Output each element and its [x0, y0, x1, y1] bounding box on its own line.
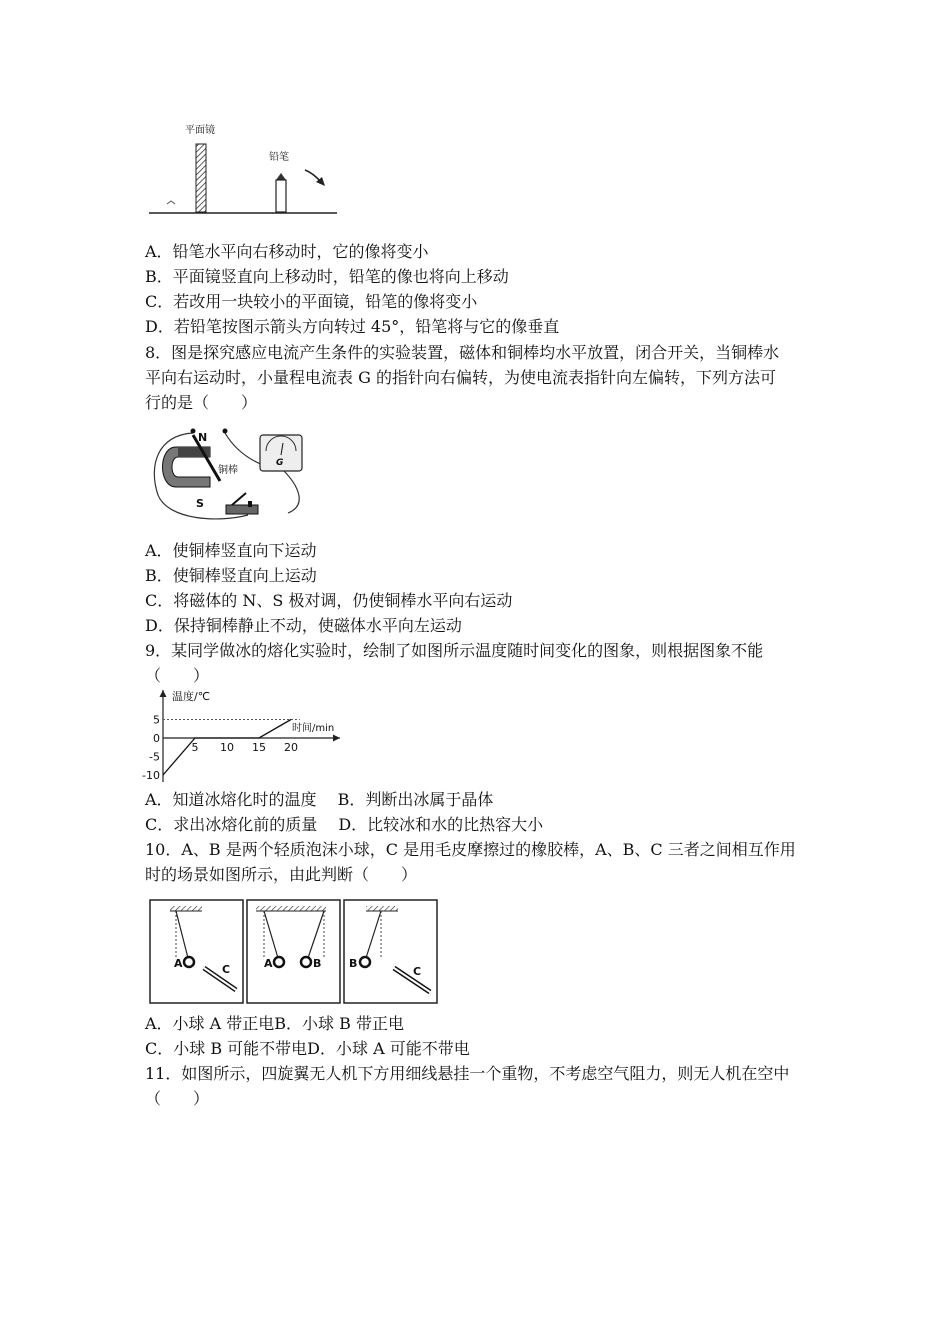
- rotation-arrow-icon: [305, 170, 325, 186]
- q8-option-a: A．使铜棒竖直向下运动: [145, 541, 317, 560]
- panel-2: [247, 900, 340, 1003]
- ball-a: [274, 957, 284, 967]
- y-tick-label: -5: [149, 750, 160, 764]
- magnet-s-label: S: [196, 497, 204, 510]
- q7-option-b: B．平面镜竖直向上移动时，铅笔的像也将向上移动: [145, 267, 509, 286]
- pencil-label: 铅笔: [269, 152, 289, 163]
- ball-b: [360, 957, 370, 967]
- q10-stem-line-2: 时的场景如图所示，由此判断（ ）: [145, 865, 418, 884]
- rod-c-label: C: [222, 963, 231, 976]
- plane-mirror: [196, 144, 206, 212]
- q8-stem-line-3: 行的是（ ）: [145, 393, 258, 412]
- y-tick-label: 5: [153, 713, 160, 727]
- q9-temperature-chart: [140, 686, 350, 786]
- q7-mirror-figure: [145, 118, 345, 218]
- q9-options-row-2: C．求出冰熔化前的质量 D．比较冰和水的比热容大小: [145, 815, 544, 834]
- meter-g-label: G: [276, 458, 284, 468]
- switch: [226, 493, 258, 514]
- pencil: [276, 173, 286, 212]
- x-axis-label: 时间/min: [292, 723, 335, 734]
- q10-stem-line-1: 10．A、B 是两个轻质泡沫小球，C 是用毛皮摩擦过的橡胶棒，A、B、C 三者之间相互作用: [145, 840, 796, 859]
- q10-options-row-1: A．小球 A 带正电B．小球 B 带正电: [145, 1014, 404, 1033]
- q7-option-c: C．若改用一块较小的平面镜，铅笔的像将变小: [145, 292, 478, 311]
- ball-b: [301, 957, 311, 967]
- ball-a-label: A: [174, 957, 183, 970]
- magnet-n-label: N: [198, 431, 208, 444]
- q8-induction-figure: [148, 425, 313, 528]
- q10-options-row-2: C．小球 B 可能不带电D．小球 A 可能不带电: [145, 1039, 470, 1058]
- mirror-label: 平面镜: [185, 125, 215, 136]
- y-axis-label: 温度/℃: [172, 690, 211, 703]
- q9-options-row-1: A．知道冰熔化时的温度 B．判断出冰属于晶体: [145, 790, 494, 809]
- q8-option-d: D．保持铜棒静止不动，使磁体水平向左运动: [145, 616, 462, 635]
- ball-b-label: B: [313, 957, 322, 970]
- x-tick-label: 5: [191, 741, 199, 754]
- q8-option-b: B．使铜棒竖直向上运动: [145, 566, 317, 585]
- q11-stem-line-1: 11．如图所示，四旋翼无人机下方用细线悬挂一个重物，不考虑空气阻力，则无人机在空中: [145, 1064, 790, 1083]
- q8-stem-line-2: 平向右运动时，小量程电流表 G 的指针向右偏转，为使电流表指针向左偏转，下列方法可: [145, 368, 776, 387]
- rod-c-label: C: [413, 965, 422, 978]
- panel-1: [150, 900, 243, 1003]
- ball-b-label: B: [349, 957, 358, 970]
- panel-3: [344, 900, 437, 1003]
- q8-stem-line-1: 8．图是探究感应电流产生条件的实验装置，磁体和铜棒均水平放置，闭合开关，当铜棒水: [145, 343, 780, 362]
- q7-option-d: D．若铅笔按图示箭头方向转过 45°，铅笔将与它的像垂直: [145, 317, 560, 336]
- x-tick-label: 10: [220, 741, 234, 754]
- ball-a-label: A: [264, 957, 273, 970]
- x-tick-label: 15: [252, 741, 266, 754]
- y-tick-label: -10: [142, 769, 160, 782]
- rod-label: 铜棒: [218, 465, 238, 476]
- x-tick-label: 20: [284, 741, 298, 754]
- q9-stem-line-1: 9．某同学做冰的熔化实验时，绘制了如图所示温度随时间变化的图象，则根据图象不能: [145, 641, 764, 660]
- q9-stem-line-2: （ ）: [145, 666, 210, 685]
- y-tick-label: 0: [153, 732, 160, 745]
- q11-stem-line-2: （ ）: [145, 1089, 210, 1108]
- q8-option-c: C．将磁体的 N、S 极对调，仍使铜棒水平向右运动: [145, 591, 513, 610]
- q7-option-a: A．铅笔水平向右移动时，它的像将变小: [145, 242, 429, 261]
- ball-a: [184, 957, 194, 967]
- q10-pendulum-figure: [148, 898, 440, 1006]
